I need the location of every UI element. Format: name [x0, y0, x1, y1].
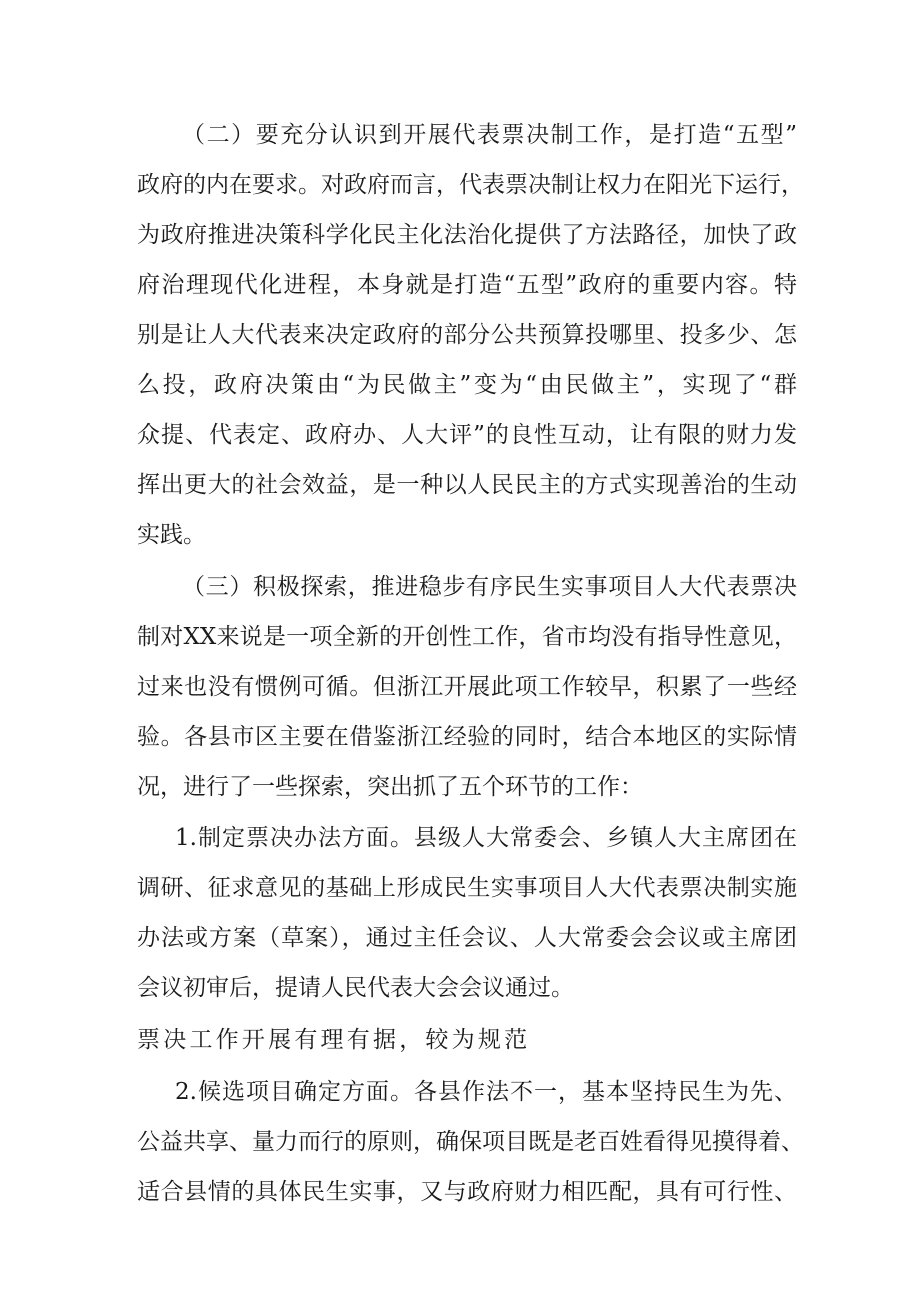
paragraph-2-line-5: 况，进行了一些探索，突出抓了五个环节的工作：	[137, 774, 643, 800]
paragraph-2-line-3: 过来也没有惯例可循。但浙江开展此项工作较早，积累了一些经	[137, 674, 797, 700]
paragraph-3-line-3: 办法或方案（草案），通过主任会议、人大常委会会议或主席团	[137, 925, 797, 951]
paragraph-1-line-1: （二）要充分认识到开展代表票决制工作，是打造“五型”	[182, 122, 797, 148]
paragraph-2-line-2: 制对XX来说是一项全新的开创性工作，省市均没有指导性意见，	[137, 624, 797, 650]
paragraph-1-line-9: 实践。	[137, 522, 206, 548]
paragraph-3-line-2: 调研、征求意见的基础上形成民生实事项目人大代表票决制实施	[137, 875, 797, 901]
paragraph-1-line-8: 挥出更大的社会效益，是一种以人民民主的方式实现善治的生动	[137, 472, 797, 498]
paragraph-1-line-4: 府治理现代化进程，本身就是打造“五型”政府的重要内容。特	[137, 272, 797, 298]
paragraph-4-line-1: 票决工作开展有理有据，较为规范	[137, 1027, 531, 1053]
paragraph-1-line-7: 众提、代表定、政府办、人大评”的良性互动，让有限的财力发	[137, 422, 797, 448]
paragraph-1-line-5: 别是让人大代表来决定政府的部分公共预算投哪里、投多少、怎	[137, 322, 797, 348]
paragraph-2-line-1: （三）积极探索，推进稳步有序民生实事项目人大代表票决	[182, 574, 797, 600]
paragraph-5-line-1: 2.候选项目确定方面。各县作法不一，基本坚持民生为先、	[175, 1079, 797, 1105]
paragraph-1-line-2: 政府的内在要求。对政府而言，代表票决制让权力在阳光下运行，	[137, 172, 804, 198]
paragraph-1-line-6: 么投，政府决策由“为民做主”变为“由民做主”，实现了“群	[137, 372, 797, 398]
paragraph-3-line-1: 1.制定票决办法方面。县级人大常委会、乡镇人大主席团在	[175, 825, 797, 851]
paragraph-1-line-3: 为政府推进决策科学化民主化法治化提供了方法路径，加快了政	[137, 222, 797, 248]
paragraph-5-line-2: 公益共享、量力而行的原则，确保项目既是老百姓看得见摸得着、	[137, 1129, 804, 1155]
paragraph-2-line-4: 验。各县市区主要在借鉴浙江经验的同时，结合本地区的实际情	[137, 724, 797, 750]
paragraph-3-line-4: 会议初审后，提请人民代表大会会议通过。	[137, 975, 574, 1001]
paragraph-5-line-3: 适合县情的具体民生实事，又与政府财力相匹配，具有可行性、	[137, 1179, 797, 1205]
